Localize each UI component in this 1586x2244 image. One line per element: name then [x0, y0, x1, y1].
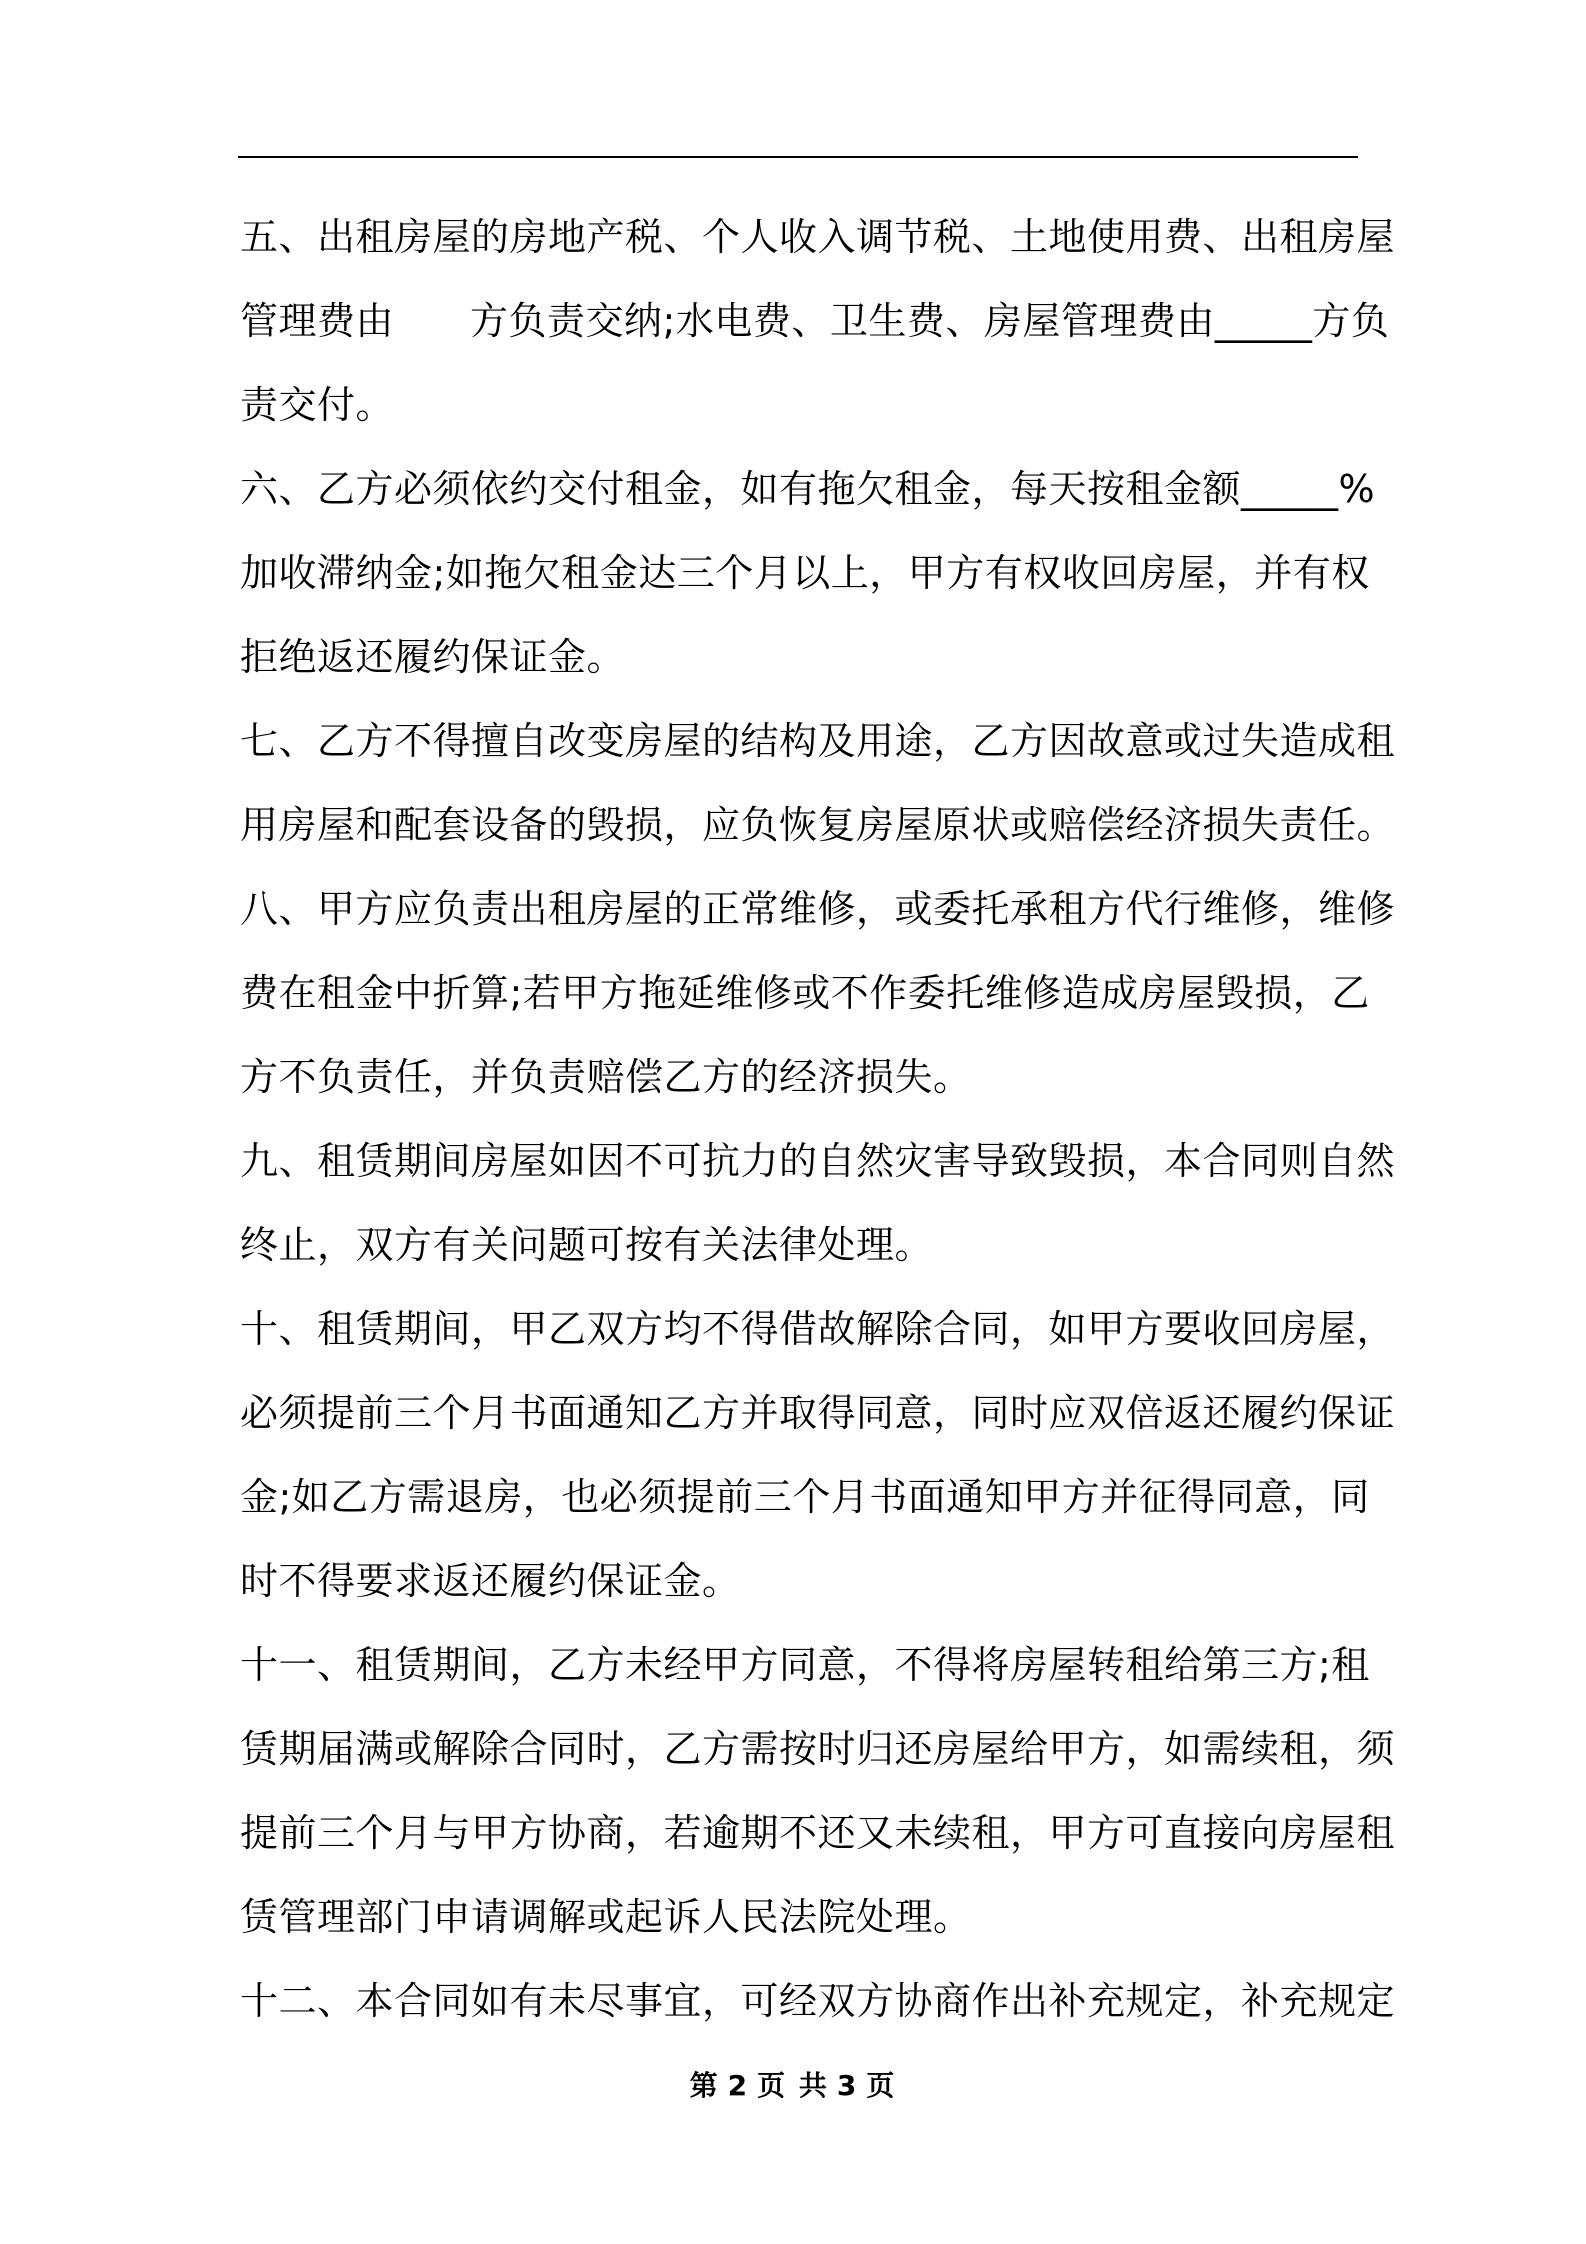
- page-number-footer: [0, 2064, 1586, 2104]
- current-page-number: 2: [727, 2069, 750, 2102]
- clause-line: 十二、本合同如有未尽事宜，可经双方协商作出补充规定，补充规定: [240, 1979, 1396, 2023]
- footer-suffix: 页: [866, 2069, 897, 2102]
- clause-line: 十、租赁期间，甲乙双方均不得借故解除合同，如甲方要收回房屋，: [240, 1307, 1396, 1351]
- clause-line: 方不负责任，并负责赔偿乙方的经济损失。: [240, 1055, 972, 1099]
- clause-line: 八、甲方应负责出租房屋的正常维修，或委托承租方代行维修，维修: [240, 887, 1396, 931]
- clause-line: 责交付。: [240, 383, 395, 427]
- footer-prefix: 第: [689, 2069, 720, 2102]
- clause-10: [240, 1287, 1396, 1623]
- clause-line: 九、租赁期间房屋如因不可抗力的自然灾害导致毁损，本合同则自然: [240, 1139, 1396, 1183]
- clause-line: 六、乙方必须依约交付租金，如有拖欠租金，每天按租金额_____%: [240, 467, 1376, 511]
- clause-line: 十一、租赁期间，乙方未经甲方同意，不得将房屋转租给第三方;租: [240, 1643, 1370, 1687]
- clause-line: 拒绝返还履约保证金。: [240, 635, 626, 679]
- clause-line: 时不得要求返还履约保证金。: [240, 1559, 741, 1603]
- clause-line: 费在租金中折算;若甲方拖延维修或不作委托维修造成房屋毁损，乙: [240, 971, 1370, 1015]
- clause-line: 加收滞纳金;如拖欠租金达三个月以上，甲方有权收回房屋，并有权: [240, 551, 1370, 595]
- clause-line: 金;如乙方需退房，也必须提前三个月书面通知甲方并征得同意，同: [240, 1475, 1370, 1519]
- contract-body: [240, 195, 1396, 2043]
- clause-line: 终止，双方有关问题可按有关法律处理。: [240, 1223, 934, 1267]
- clause-6: [240, 447, 1376, 699]
- clause-line: 必须提前三个月书面通知乙方并取得同意，同时应双倍返还履约保证: [240, 1391, 1396, 1435]
- clause-line: 赁期届满或解除合同时，乙方需按时归还房屋给甲方，如需续租，须: [240, 1727, 1396, 1771]
- clause-line-segment: 方负责交纳;水电费、卫生费、房屋管理费由_____方负: [470, 299, 1390, 343]
- header-rule: [238, 156, 1358, 158]
- clause-11: [240, 1623, 1396, 1959]
- clause-line-segment: 管理费由: [240, 299, 395, 343]
- clause-line: 用房屋和配套设备的毁损，应负恢复房屋原状或赔偿经济损失责任。: [240, 803, 1396, 847]
- clause-line: 五、出租房屋的房地产税、个人收入调节税、土地使用费、出租房屋: [240, 215, 1396, 259]
- footer-mid: 页 共: [757, 2069, 829, 2102]
- clause-line: [240, 279, 1390, 363]
- clause-12: [240, 1959, 1396, 2043]
- total-pages-number: 3: [836, 2069, 859, 2102]
- clause-5: [240, 195, 1396, 447]
- clause-line: 七、乙方不得擅自改变房屋的结构及用途，乙方因故意或过失造成租: [240, 719, 1396, 763]
- clause-7: [240, 699, 1396, 867]
- clause-9: [240, 1119, 1396, 1287]
- clause-line: 赁管理部门申请调解或起诉人民法院处理。: [240, 1895, 972, 1939]
- clause-line: 提前三个月与甲方协商，若逾期不还又未续租，甲方可直接向房屋租: [240, 1811, 1396, 1855]
- clause-8: [240, 867, 1396, 1119]
